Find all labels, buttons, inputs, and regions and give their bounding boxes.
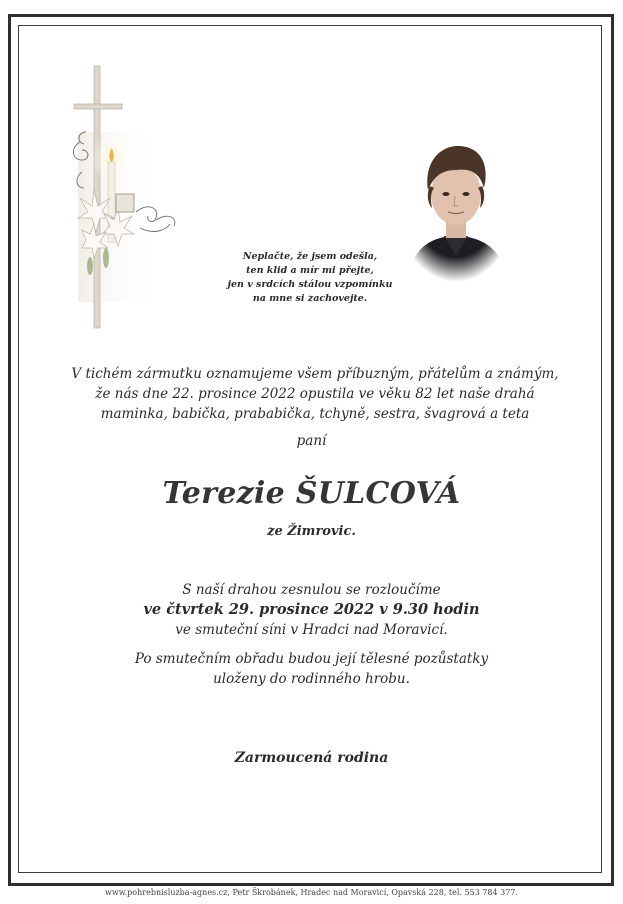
poem-line: na mne si zachovejte. (252, 293, 368, 304)
burial-line: uloženy do rodinného hrobu. (213, 671, 410, 687)
poem-line: Neplačte, že jsem odešla, (242, 251, 378, 262)
announcement-text (60, 364, 570, 424)
announcement-line: V tichém zármutku oznamujeme všem příbuzným, přátelům a známým, (71, 366, 559, 382)
farewell-line: S naší drahou zesnulou se rozloučíme (182, 582, 441, 598)
footer-contact: www.pohrebnisluzba-agnes.cz, Petr Škrobánek, Hradec nad Moravicí, Opavská 228, tel. 553 784 377. (105, 888, 518, 897)
deceased-origin: ze Žimrovic. (267, 524, 356, 539)
burial-line: Po smutečním obřadu budou její tělesné pozůstatky (134, 651, 489, 667)
deceased-name: Terezie ŠULCOVÁ (162, 476, 461, 511)
poem-line: jen v srdcích stálou vzpomínku (227, 279, 393, 290)
farewell-datetime: ve čtvrtek 29. prosince 2022 v 9.30 hodin (143, 601, 480, 618)
signature: Zarmoucená rodina (234, 750, 389, 766)
burial-details (0, 649, 623, 689)
announcement-line: maminka, babička, prababička, tchyně, sestra, švagrová a teta (100, 406, 530, 422)
honorific: paní (296, 433, 327, 449)
cross-decoration-icon (60, 62, 190, 332)
announcement-line: že nás dne 22. prosince 2022 opustila ve věku 82 let naše drahá (95, 386, 535, 402)
poem-line: ten klid a mír mi přejte, (246, 265, 374, 276)
farewell-details (0, 580, 623, 640)
farewell-location: ve smuteční síni v Hradci nad Moravicí. (175, 622, 448, 638)
poem (200, 250, 420, 306)
